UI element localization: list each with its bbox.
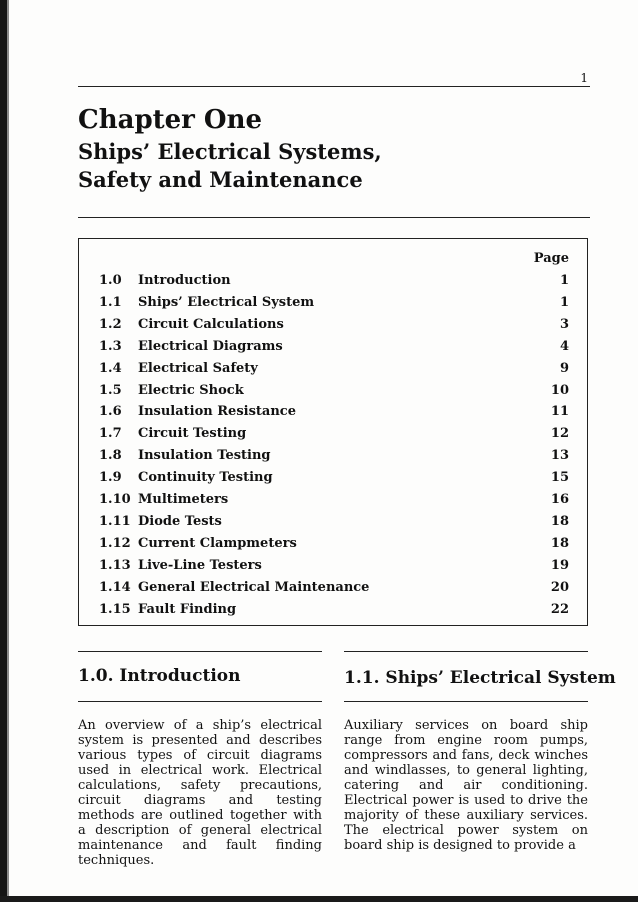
toc-entry-number: 1.5: [99, 382, 122, 398]
toc-entry: [79, 361, 587, 381]
book-spine-shadow: [7, 0, 9, 902]
toc-entry: [79, 404, 587, 424]
toc-entry-title: Insulation Resistance: [138, 404, 296, 420]
toc-entry-number: 1.15: [99, 601, 131, 617]
chapter-subtitle-line1: Ships’ Electrical Systems,: [78, 139, 382, 164]
toc-entry-title: Circuit Calculations: [138, 316, 284, 332]
toc-entry-page: 12: [550, 426, 569, 442]
toc-entry: [79, 470, 587, 490]
toc-entry-title: Fault Finding: [138, 601, 237, 617]
toc-entry-title: Circuit Testing: [138, 426, 247, 442]
toc-entry-page: 18: [550, 535, 569, 551]
book-spine-edge: [0, 0, 7, 902]
toc-entry-page: 9: [559, 360, 569, 376]
toc-entry-title: Electric Shock: [138, 382, 244, 398]
toc-entry-number: 1.13: [99, 557, 131, 573]
toc-entry: [79, 514, 587, 534]
intro-top-rule: [78, 651, 322, 652]
toc-entry: [79, 580, 587, 600]
toc-entry-page: 16: [550, 492, 569, 507]
toc-entry-title: Ships’ Electrical System: [138, 294, 315, 310]
system-heading: 1.1. Ships’ Electrical System: [344, 668, 616, 688]
toc-entry-page: 3: [559, 316, 569, 332]
toc-entry-number: 1.2: [99, 316, 122, 332]
toc-entry-number: 1.7: [99, 426, 122, 442]
toc-entry-title: Current Clampmeters: [138, 535, 297, 551]
intro-paragraph: An overview of a ship’s electrical system is presented and describes various types of circuit diagrams used in electrical work. Electrical calculations, safety precautions, circuit diagrams and testing methods are outlined together with a description of general electrical maintenance and fault finding techniques.: [78, 718, 322, 868]
toc-entry-number: 1.14: [99, 579, 131, 595]
toc-entry-page: 18: [550, 513, 569, 529]
toc-entry: [79, 383, 587, 403]
toc-entry-page: 13: [550, 448, 569, 464]
toc-entry-page: 1: [559, 273, 569, 288]
toc-entry-title: Continuity Testing: [138, 470, 273, 486]
toc-entry-title: Electrical Diagrams: [138, 338, 283, 354]
toc-entry-number: 1.9: [99, 470, 122, 486]
toc-entry: [79, 295, 587, 315]
toc-entry-title: Insulation Testing: [138, 448, 271, 464]
system-top-rule: [344, 651, 588, 652]
intro-heading: 1.0. Introduction: [78, 666, 241, 686]
header-rule: [78, 86, 590, 87]
page-bottom-edge: [0, 896, 638, 902]
toc-entry-page: 11: [550, 404, 569, 420]
toc-entry-page: 20: [550, 579, 569, 595]
toc-entry-page: 19: [550, 557, 569, 573]
toc-entry: [79, 426, 587, 446]
toc-entry-number: 1.3: [99, 338, 122, 354]
toc-entry: [79, 448, 587, 468]
toc-entry-number: 1.6: [99, 404, 122, 420]
intro-bottom-rule: [78, 701, 322, 702]
system-bottom-rule: [344, 701, 588, 702]
toc-entry: [79, 317, 587, 337]
toc-entry: [79, 602, 587, 622]
toc-entry-title: Electrical Safety: [138, 360, 258, 376]
toc-entry-number: 1.11: [99, 513, 131, 529]
toc-entry-number: 1.8: [99, 448, 122, 464]
toc-entry-page: 4: [559, 338, 569, 354]
toc-entry-number: 1.1: [99, 294, 122, 310]
toc-entry: [79, 492, 587, 512]
toc-entry-number: 1.12: [99, 535, 131, 551]
toc-entry-title: Multimeters: [138, 492, 229, 507]
toc-entry-page: 15: [550, 470, 569, 486]
toc-entry-page: 10: [550, 382, 569, 398]
toc-entry-title: Live-Line Testers: [138, 557, 262, 573]
page-number: 1: [580, 71, 588, 85]
toc-entry-page: 22: [550, 601, 569, 617]
chapter-title: Chapter One: [78, 105, 263, 135]
toc-entry-title: Diode Tests: [138, 513, 222, 529]
chapter-subtitle-line2: Safety and Maintenance: [78, 167, 363, 192]
toc-entry-title: General Electrical Maintenance: [138, 579, 370, 595]
toc-entry: [79, 273, 587, 293]
toc-entry-number: 1.0: [99, 273, 122, 288]
toc-page-header: Page: [533, 251, 569, 266]
toc-entry: [79, 339, 587, 359]
toc-entry-page: 1: [559, 294, 569, 310]
chapter-rule: [78, 217, 590, 218]
toc-entry: [79, 558, 587, 578]
table-of-contents: [78, 238, 588, 626]
system-paragraph: Auxiliary services on board ship range from engine room pumps, compressors and fans, deck winches and windlasses, to general lighting, catering and air conditioning. Electrical power is used to drive the majority of these auxiliary services. The electrical power system on board ship is designed to provide a: [344, 718, 588, 853]
toc-entry: [79, 536, 587, 556]
toc-entry-title: Introduction: [138, 273, 231, 288]
toc-entry-number: 1.10: [99, 492, 131, 507]
toc-entry-number: 1.4: [99, 360, 122, 376]
